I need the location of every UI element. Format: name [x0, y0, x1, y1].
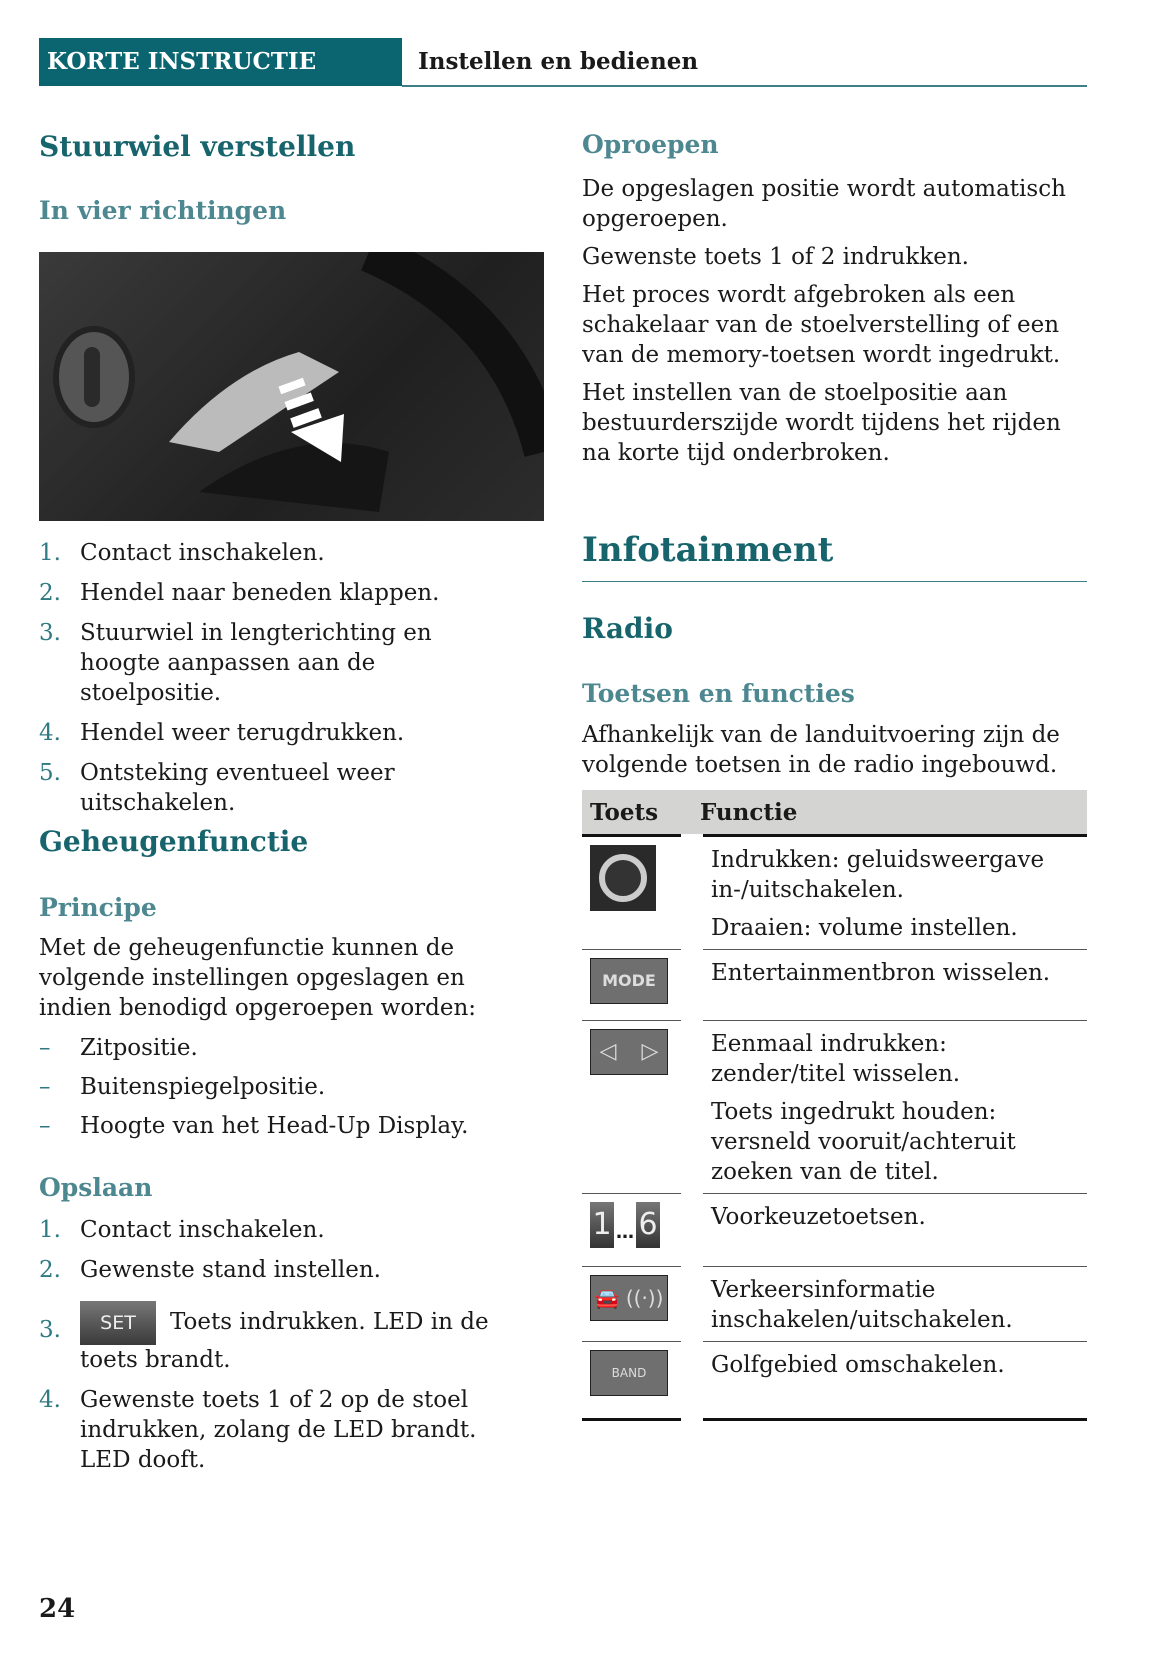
function-text: Verkeersinformatie inschakelen/uitschakelen. [692, 1267, 1087, 1342]
set-key-icon: SET [80, 1301, 156, 1345]
chapter-title: Instellen en bedienen [418, 48, 699, 75]
function-text: Entertainmentbron wisselen. [692, 950, 1087, 1021]
memory-bullets [39, 1033, 519, 1151]
table-row [582, 1267, 1087, 1342]
list-item: 5. Ontsteking eventueel weer uitschakelen. [39, 760, 395, 816]
list-item: 3. Stuurwiel in lengterichting en hoogte aanpassen aan de stoelpositie. [39, 620, 432, 706]
steering-lever-photo [39, 252, 544, 521]
header-rule [402, 85, 1087, 87]
heading-steering-wheel: Stuurwiel verstellen [39, 130, 356, 163]
preset-1: 1 [590, 1202, 614, 1248]
function-text: Golfgebied omschakelen. [692, 1342, 1087, 1420]
col-key: Toets [582, 790, 692, 836]
step-text: Hendel naar beneden klappen. [80, 580, 440, 606]
list-item: 4. Gewenste toets 1 of 2 op de stoel indrukken, zolang de LED brandt. LED dooft. [39, 1387, 477, 1473]
traffic-info-icon: 🚘 ((·)) [590, 1275, 668, 1321]
function-text: Draaien: volume instellen. [711, 915, 1018, 941]
save-steps [39, 1215, 519, 1485]
section-label: KORTE INSTRUCTIE [39, 38, 402, 86]
heading-memory: Geheugenfunctie [39, 825, 309, 858]
page-number: 24 [39, 1594, 76, 1624]
keys-intro: Afhankelijk van de landuitvoering zijn de volgende toetsen in de radio ingebouwd. [582, 722, 1060, 778]
bullet-text: Buitenspiegelpositie. [80, 1074, 326, 1100]
table-row [582, 1194, 1087, 1267]
subheading-save: Opslaan [39, 1173, 153, 1202]
subheading-keys: Toetsen en functies [582, 679, 855, 708]
table-header [582, 790, 1087, 836]
preset-keys-icon: 1 … 6 [590, 1202, 673, 1248]
keys-table [582, 790, 1087, 1421]
list-item: 2. Gewenste stand instellen. [39, 1257, 381, 1283]
step-text: Ontsteking eventueel weer uitschakelen. [80, 760, 395, 816]
heading-radio: Radio [582, 612, 673, 645]
list-item: 2. Hendel naar beneden klappen. [39, 580, 440, 606]
principle-text: Met de geheugenfunctie kunnen de volgende instellingen opgeslagen en indien benodigd opgeroepen worden: [39, 935, 477, 1021]
table-row [582, 836, 1087, 950]
step-text: Gewenste toets 1 of 2 op de stoel indrukken, zolang de LED brandt. LED dooft. [80, 1387, 477, 1473]
table-row [582, 950, 1087, 1021]
bullet-text: Zitpositie. [80, 1035, 198, 1061]
steering-steps [39, 538, 519, 828]
function-text: Eenmaal indrukken: zender/titel wisselen. [711, 1031, 961, 1087]
col-function: Functie [692, 790, 1087, 836]
volume-knob-icon [590, 845, 656, 911]
step-text: Contact inschakelen. [80, 540, 325, 566]
step-text: Contact inschakelen. [80, 1217, 325, 1243]
step-text: Stuurwiel in lengterichting en hoogte aanpassen aan de stoelpositie. [80, 620, 432, 706]
table-row [582, 1021, 1087, 1194]
list-item: – Buitenspiegelpositie. [39, 1074, 326, 1100]
bullet-text: Hoogte van het Head-Up Display. [80, 1113, 469, 1139]
prev-next-arrows-icon: ◁ ▷ [590, 1029, 668, 1075]
list-item: – Zitpositie. [39, 1035, 198, 1061]
paragraph: Het proces wordt afgebroken als een schakelaar van de stoelverstelling of een van de memory-toetsen wordt ingedrukt. [582, 282, 1061, 368]
function-text: Indrukken: geluidsweergave in-/uitschakelen. [711, 847, 1045, 903]
table-row [582, 1342, 1087, 1420]
list-item: 1. Contact inschakelen. [39, 540, 325, 566]
list-item: 1. Contact inschakelen. [39, 1217, 325, 1243]
list-item: – Hoogte van het Head-Up Display. [39, 1113, 469, 1139]
subheading-recall: Oproepen [582, 130, 719, 159]
function-text: Toets ingedrukt houden: versneld vooruit/achteruit zoeken van de titel. [711, 1099, 1016, 1185]
step-text: Toets indrukken. LED in de toets brandt. [80, 1309, 489, 1373]
paragraph: Gewenste toets 1 of 2 indrukken. [582, 244, 969, 270]
step-text: Hendel weer terugdrukken. [80, 720, 405, 746]
band-key-icon: BAND [590, 1350, 668, 1396]
mode-key-icon: MODE [590, 958, 668, 1004]
step-text: Gewenste stand instellen. [80, 1257, 381, 1283]
paragraph: De opgeslagen positie wordt automatisch opgeroepen. [582, 176, 1066, 232]
divider [582, 581, 1087, 582]
recall-text [582, 174, 1082, 476]
list-item: 3. SET Toets indrukken. LED in de toets brandt. [39, 1301, 519, 1375]
paragraph: Het instellen van de stoelpositie aan bestuurderszijde wordt tijdens het rijden na korte tijd onderbroken. [582, 380, 1061, 466]
list-item: 4. Hendel weer terugdrukken. [39, 720, 405, 746]
subheading-four-directions: In vier richtingen [39, 196, 287, 225]
function-text: Voorkeuzetoetsen. [692, 1194, 1087, 1267]
preset-6: 6 [636, 1202, 660, 1248]
subheading-principle: Principe [39, 893, 157, 922]
heading-infotainment: Infotainment [582, 530, 834, 570]
